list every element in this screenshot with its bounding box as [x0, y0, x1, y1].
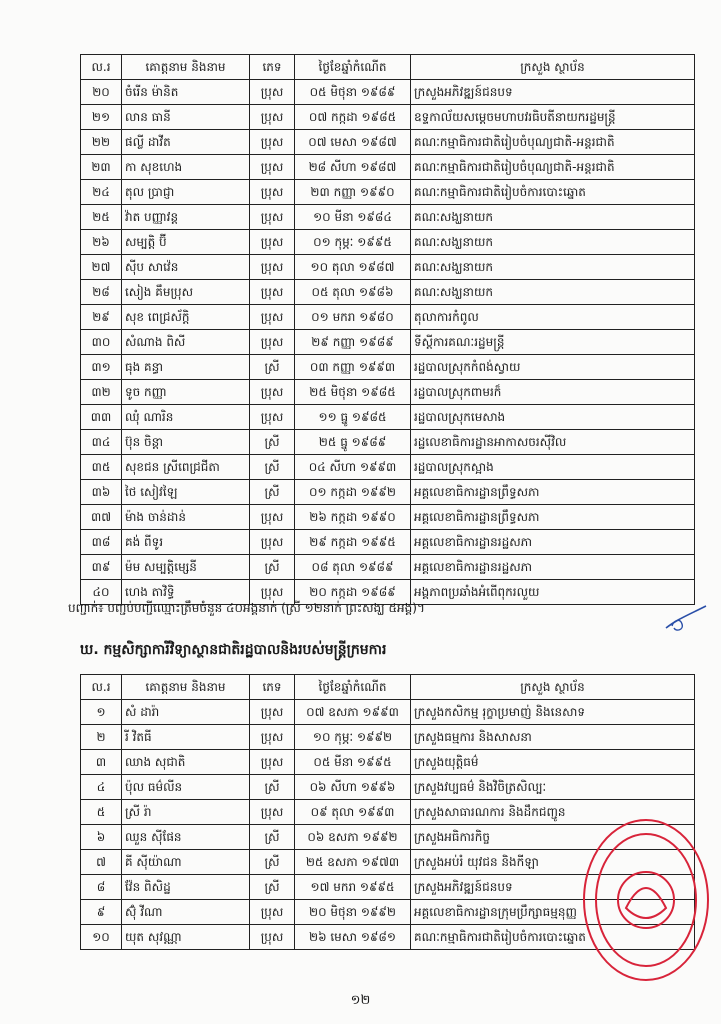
table-row [81, 205, 695, 230]
row-sex: ប្រុស [250, 380, 295, 405]
row-dob: ០១ កុម្ភៈ ១៩៩៥ [295, 230, 411, 255]
row-number: ៣០ [81, 330, 122, 355]
row-dob: ២០ កក្កដា ១៩៨៩ [295, 580, 411, 605]
table-row [81, 80, 695, 105]
row-number: ២៧ [81, 255, 122, 280]
row-name: ម៉ាង ចាន់ដាន់ [122, 505, 250, 530]
header-sex: ភេទ [250, 55, 295, 80]
row-sex: ស្រី [250, 555, 295, 580]
row-ministry: រដ្ឋបាលស្រុកស្អាង [411, 455, 695, 480]
row-sex: ប្រុស [250, 580, 295, 605]
row-name: សម្បត្តិ ប៊ី [122, 230, 250, 255]
row-number: ៧ [81, 850, 122, 875]
row-sex: ប្រុស [250, 530, 295, 555]
table-row [81, 505, 695, 530]
row-number: ៣២ [81, 380, 122, 405]
row-number: ២១ [81, 105, 122, 130]
table-header-row [81, 55, 695, 80]
row-number: ៣៧ [81, 505, 122, 530]
row-name: សៀង គឹមប្រុស [122, 280, 250, 305]
table-row [81, 530, 695, 555]
row-number: ៣៤ [81, 430, 122, 455]
row-name: រី វិតធី [122, 725, 250, 750]
row-dob: ០៥ មីនា ១៩៩៥ [295, 750, 411, 775]
row-dob: ២៦ មេសា ១៩៨១ [295, 925, 411, 950]
row-sex: ប្រុស [250, 725, 295, 750]
row-name: ទូច កញ្ញា [122, 380, 250, 405]
row-name: ប៊ុន ចិន្តា [122, 430, 250, 455]
row-number: ២៥ [81, 205, 122, 230]
row-ministry: អគ្គលេខាធិការដ្ឋានរដ្ឋសភា [411, 555, 695, 580]
row-sex: ស្រី [250, 480, 295, 505]
row-name: វ៉ែន ពិសិដ្ឋ [122, 875, 250, 900]
row-ministry: អគ្គលេខាធិការដ្ឋានរដ្ឋសភា [411, 530, 695, 555]
row-number: ២៣ [81, 155, 122, 180]
row-name: ស្រី រ៉ា [122, 800, 250, 825]
row-ministry: អគ្គលេខាធិការដ្ឋានក្រុមប្រឹក្សាធម្មនុញ្ញ [411, 900, 695, 925]
row-dob: ០៥ តុលា ១៩៨៦ [295, 280, 411, 305]
row-number: ៣៨ [81, 530, 122, 555]
header-no: ល.រ [81, 55, 122, 80]
row-number: ៦ [81, 825, 122, 850]
summary-note: បញ្ជាក់៖ បញ្ជប់បញ្ជីឈ្មោះត្រឹមចំនួន ៤០អង្គនាក់ (ស្រី ១២នាក់ ព្រះសង្ឃ ៥អង្គ)។ [68, 601, 425, 615]
header-ministry: ក្រសួង ស្ថាប័ន [411, 675, 695, 700]
row-dob: ០១ កក្កដា ១៩៩២ [295, 480, 411, 505]
row-number: ៤០ [81, 580, 122, 605]
row-name: ធុង គន្ធា [122, 355, 250, 380]
header-name: គោត្តនាម និងនាម [122, 55, 250, 80]
section-title: ឃ. កម្មសិក្សាការីវិទ្យាស្ថានជាតិរដ្ឋបាលនិងរបស់មន្ត្រីក្រមការ [80, 642, 387, 658]
header-sex: ភេទ [250, 675, 295, 700]
table-row [81, 725, 695, 750]
row-sex: ប្រុស [250, 900, 295, 925]
row-dob: ០៦ ឧសភា ១៩៩២ [295, 825, 411, 850]
row-dob: ០៧ ឧសភា ១៩៩៣ [295, 700, 411, 725]
row-sex: ប្រុស [250, 280, 295, 305]
row-number: ៣៩ [81, 555, 122, 580]
row-sex: ស្រី [250, 355, 295, 380]
row-sex: ស្រី [250, 875, 295, 900]
row-ministry: គណៈសង្ឃនាយក [411, 255, 695, 280]
row-dob: ២៦ កក្កដា ១៩៩០ [295, 505, 411, 530]
row-dob: ១០ មីនា ១៩៨៤ [295, 205, 411, 230]
row-dob: ២៥ មិថុនា ១៩៨៥ [295, 380, 411, 405]
row-ministry: ក្រសួងកសិកម្ម រុក្ខាប្រមាញ់ និងនេសាទ [411, 700, 695, 725]
row-dob: ១៧ មករា ១៩៩៥ [295, 875, 411, 900]
row-dob: ២៥ ធ្នូ ១៩៨៩ [295, 430, 411, 455]
row-ministry: ក្រសួងធម្មការ និងសាសនា [411, 725, 695, 750]
row-ministry: រដ្ឋបាលស្រុកពាមរក៏ [411, 380, 695, 405]
row-ministry: អង្គភាពប្រឆាំងអំពើពុករលួយ [411, 580, 695, 605]
row-sex: ប្រុស [250, 330, 295, 355]
row-sex: ប្រុស [250, 925, 295, 950]
row-name: ចំរើន ម៉ានិត [122, 80, 250, 105]
row-name: ស៊ីប សាវ៉េន [122, 255, 250, 280]
row-sex: ប្រុស [250, 700, 295, 725]
row-name: សំ ដារ៉ា [122, 700, 250, 725]
row-dob: ១០ តុលា ១៩៨៧ [295, 255, 411, 280]
row-number: ២២ [81, 130, 122, 155]
row-number: ៣៥ [81, 455, 122, 480]
table-row [81, 380, 695, 405]
row-ministry: គណៈសង្ឃនាយក [411, 230, 695, 255]
row-dob: ១១ ធ្នូ ១៩៨៥ [295, 405, 411, 430]
row-sex: ប្រុស [250, 205, 295, 230]
row-number: ៨ [81, 875, 122, 900]
row-ministry: ក្រសួងវប្បធម៌ និងវិចិត្រសិល្បៈ [411, 775, 695, 800]
row-name: ឈួន ស៊ីផែន [122, 825, 250, 850]
row-number: ២០ [81, 80, 122, 105]
table-row [81, 255, 695, 280]
row-sex: ប្រុស [250, 800, 295, 825]
row-ministry: គណៈកម្មាធិការជាតិរៀបចំការបោះឆ្នោត [411, 925, 695, 950]
row-ministry: រដ្ឋបាលស្រុកកំពង់ស្វាយ [411, 355, 695, 380]
row-sex: ប្រុស [250, 155, 295, 180]
row-ministry: គណៈសង្ឃនាយក [411, 205, 695, 230]
row-sex: ប្រុស [250, 750, 295, 775]
table-row [81, 480, 695, 505]
row-dob: ១០ កុម្ភៈ ១៩៩២ [295, 725, 411, 750]
row-number: ៣៣ [81, 405, 122, 430]
row-name: សុខ ពេជ្រស័ក្តិ [122, 305, 250, 330]
header-no: ល.រ [81, 675, 122, 700]
row-sex: ស្រី [250, 455, 295, 480]
row-name: វ៉ាត បញ្ញាវន្ត [122, 205, 250, 230]
row-dob: ២៩ កញ្ញា ១៩៨៩ [295, 330, 411, 355]
row-number: ២៦ [81, 230, 122, 255]
row-dob: ២៣ កញ្ញា ១៩៩០ [295, 180, 411, 205]
official-seal [574, 808, 714, 988]
table-row [81, 230, 695, 255]
row-name: ផល្លី ដាវីត [122, 130, 250, 155]
row-ministry: តុលាការកំពូល [411, 305, 695, 330]
row-ministry: ក្រសួងយុត្តិធម៌ [411, 750, 695, 775]
table-row [81, 700, 695, 725]
row-sex: ប្រុស [250, 505, 295, 530]
row-ministry: រដ្ឋបាលស្រុកមេសាង [411, 405, 695, 430]
row-sex: ស្រី [250, 850, 295, 875]
row-name: កា សុខហេង [122, 155, 250, 180]
row-dob: ០៤ សីហា ១៩៩៣ [295, 455, 411, 480]
row-name: ឈាង សុជាតិ [122, 750, 250, 775]
table-row [81, 355, 695, 380]
table-row [81, 180, 695, 205]
table-row [81, 775, 695, 800]
table-row [81, 555, 695, 580]
row-ministry: ក្រសួងអភិវឌ្ឍន៍ជនបទ [411, 80, 695, 105]
row-dob: ០៦ សីហា ១៩៩៦ [295, 775, 411, 800]
row-ministry: គណៈកម្មាធិការជាតិរៀបចំបុណ្យជាតិ-អន្តរជាតិ [411, 130, 695, 155]
row-dob: ០១ មករា ១៩៨០ [295, 305, 411, 330]
header-ministry: ក្រសួង ស្ថាប័ន [411, 55, 695, 80]
table-row [81, 330, 695, 355]
row-number: ៣ [81, 750, 122, 775]
row-number: ២៨ [81, 280, 122, 305]
row-number: ២៩ [81, 305, 122, 330]
officials-table-1 [80, 54, 695, 605]
row-name: ម៉ម សម្បត្តិម្សេនី [122, 555, 250, 580]
header-name: គោត្តនាម និងនាម [122, 675, 250, 700]
row-name: ស៊ុំ វីណា [122, 900, 250, 925]
row-sex: ប្រុស [250, 105, 295, 130]
row-number: ២៤ [81, 180, 122, 205]
row-number: ១ [81, 700, 122, 725]
table-row [81, 155, 695, 180]
row-dob: ០៧ មេសា ១៩៨៧ [295, 130, 411, 155]
row-sex: ប្រុស [250, 230, 295, 255]
table-row [81, 105, 695, 130]
page-number: ១២ [350, 993, 371, 1008]
row-name: ថៃ សៀវឡៃ [122, 480, 250, 505]
row-sex: ប្រុស [250, 180, 295, 205]
table-row [81, 130, 695, 155]
row-name: លាន ធានី [122, 105, 250, 130]
row-ministry: អគ្គលេខាធិការដ្ឋានព្រឹទ្ធសភា [411, 505, 695, 530]
table-header-row [81, 675, 695, 700]
row-name: តុល ប្រាជ្ញា [122, 180, 250, 205]
header-dob: ថ្ងៃខែឆ្នាំកំណើត [295, 55, 411, 80]
table-row [81, 430, 695, 455]
row-dob: ០៩ តុលា ១៩៩៣ [295, 800, 411, 825]
row-name: ហេង តាវិទ្ធិ [122, 580, 250, 605]
row-ministry: រដ្ឋលេខាធិការដ្ឋានអាកាសចរស៊ីវិល [411, 430, 695, 455]
row-dob: ០៥ មិថុនា ១៩៨៩ [295, 80, 411, 105]
table-row [81, 455, 695, 480]
row-ministry: ឧទ្ទកាល័យសម្តេចមហាបវរធិបតីនាយករដ្ឋមន្ត្រី [411, 105, 695, 130]
row-dob: ០៧ កក្កដា ១៩៨៥ [295, 105, 411, 130]
row-sex: ប្រុស [250, 255, 295, 280]
row-dob: ២០ មិថុនា ១៩៩២ [295, 900, 411, 925]
row-ministry: គណៈកម្មាធិការជាតិរៀបចំបុណ្យជាតិ-អន្តរជាតិ [411, 155, 695, 180]
table-row [81, 305, 695, 330]
row-name: គី ស៊ីយ៉ាណា [122, 850, 250, 875]
row-number: ៩ [81, 900, 122, 925]
row-sex: ប្រុស [250, 130, 295, 155]
table-body-1 [81, 80, 695, 605]
row-ministry: គណៈសង្ឃនាយក [411, 280, 695, 305]
row-number: ៣៦ [81, 480, 122, 505]
row-dob: ០៣ កញ្ញា ១៩៩៣ [295, 355, 411, 380]
row-dob: ២៥ ឧសភា ១៩៧៣ [295, 850, 411, 875]
row-ministry: ទីស្ដីការគណៈរដ្ឋមន្ត្រី [411, 330, 695, 355]
row-dob: ០៨ តុលា ១៩៨៩ [295, 555, 411, 580]
row-ministry: គណៈកម្មាធិការជាតិរៀបចំការបោះឆ្នោត [411, 180, 695, 205]
row-ministry: ក្រសួងអប់រំ យុវជន និងកីឡា [411, 850, 695, 875]
row-sex: ប្រុស [250, 405, 295, 430]
row-ministry: ក្រសួងអធិការកិច្ច [411, 825, 695, 850]
header-dob: ថ្ងៃខែឆ្នាំកំណើត [295, 675, 411, 700]
row-sex: ប្រុស [250, 305, 295, 330]
row-name: ប៉ុល ធម៌លីន [122, 775, 250, 800]
row-number: ៥ [81, 800, 122, 825]
row-ministry: ក្រសួងសាធារណការ និងដឹកជញ្ជូន [411, 800, 695, 825]
row-number: ២ [81, 725, 122, 750]
row-sex: ស្រី [250, 775, 295, 800]
row-sex: ស្រី [250, 825, 295, 850]
row-number: ៣១ [81, 355, 122, 380]
row-dob: ២៩ កក្កដា ១៩៩៥ [295, 530, 411, 555]
row-ministry: អគ្គលេខាធិការដ្ឋានព្រឹទ្ធសភា [411, 480, 695, 505]
row-ministry: ក្រសួងអភិវឌ្ឍន៍ជនបទ [411, 875, 695, 900]
row-dob: ២៨ សីហា ១៩៨៧ [295, 155, 411, 180]
table-row [81, 280, 695, 305]
signature-mark [662, 598, 710, 638]
table-row [81, 405, 695, 430]
row-sex: ប្រុស [250, 80, 295, 105]
row-name: សំណាង ពិសី [122, 330, 250, 355]
row-sex: ស្រី [250, 430, 295, 455]
row-name: សុខជន ស្រីពេជ្រជីតា [122, 455, 250, 480]
table-row [81, 750, 695, 775]
row-number: ៤ [81, 775, 122, 800]
row-number: ១០ [81, 925, 122, 950]
row-name: គង់ ពីទូរ [122, 530, 250, 555]
row-name: យុត សុវណ្ណា [122, 925, 250, 950]
row-name: ឈុំ ណារិន [122, 405, 250, 430]
